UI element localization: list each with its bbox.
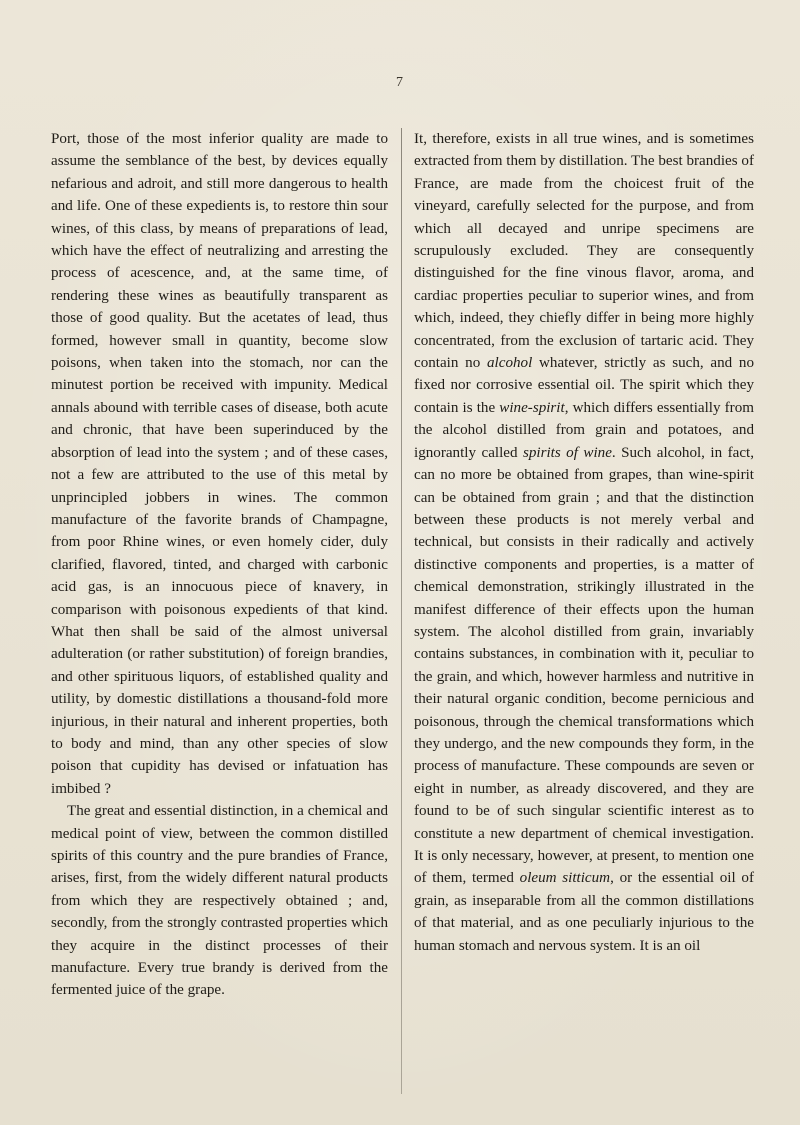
paragraph [51, 128, 388, 800]
text-segment: , or the essential oil of grain, as inseparable from all the common distillations of that material, and as one peculiarly injurious to the human stomach and nervous system. It is an oil [414, 870, 754, 954]
left-text-column [51, 128, 388, 1002]
text-segment: It, therefore, exists in all true wines, and is sometimes extracted from them by distillation. The best brandies of France, are made from the choicest fruit of the vineyard, carefully selected for the purpose, and from which all decayed and unripe specimens are scrupulously excluded. They are consequently distinguished for the fine vinous flavor, aroma, and cardiac properties peculiar to superior wines, and from which, indeed, they chiefly differ in being more highly concentrated, from the exclusion of tartaric acid. They contain no [414, 131, 754, 372]
paragraph [414, 128, 754, 957]
italic-term: oleum sitticum [519, 870, 611, 887]
column-divider [401, 128, 402, 1094]
text-segment: Port, those of the most inferior quality are made to assume the semblance of the best, by devices equally nefarious and adroit, and still more dangerous to health and life. One of these expedients is, to restore thin sour wines, of this class, by means of preparations of lead, which have the effect of neutralizing and arresting the process of acescence, and, at the same time, of rendering these wines as beautifully transparent as those of good quality. But the acetates of lead, thus formed, however small in quantity, become slow poisons, when taken into the stomach, nor can the minutest portion be received with impunity. Medical annals abound with terrible cases of disease, both acute and chronic, that have been superinduced by the absorption of lead into the system ; and of these cases, not a few are attributed to the use of this metal by unprincipled jobbers in wines. The common manufacture of the favorite brands of Champagne, from poor Rhine wines, or even homely cider, duly clarified, flavored, tinted, and charged with carbonic acid gas, is an innocuous piece of knavery, in comparison with poisonous expedients of that kind. What then shall be said of the almost universal adulteration (or rather substitution) of foreign brandies, and other spirituous liquors, of established quality and utility, by domestic distillations a thousand-fold more injurious, in their natural and inherent properties, both to body and mind, than any other species of slow poison that cupidity has devised or infatuation has imbibed ? [51, 131, 388, 797]
page-number: 7 [396, 75, 403, 90]
italic-term: alcohol [487, 355, 533, 372]
text-segment: , which differs essentially from the alcohol distilled from grain and potatoes, and ignorantly called [414, 399, 754, 461]
italic-term: spirits of wine [522, 444, 612, 461]
paragraph [51, 800, 388, 1002]
text-segment: The great and essential distinction, in a chemical and medical point of view, between the common distilled spirits of this country and the pure brandies of France, arises, first, from the widely different natural products from which they are respectively obtained ; and, secondly, from the strongly contrasted properties which they acquire in the distinct processes of their manufacture. Every true brandy is derived from the fermented juice of the grape. [51, 803, 388, 999]
text-segment: whatever, strictly as such, and no fixed nor corrosive essential oil. The spirit which they contain is the [414, 355, 754, 416]
text-segment: . Such alcohol, in fact, can no more be obtained from grapes, than wine-spirit can be obtained from grain ; and that the distinction between these products is not merely verbal and technical, but consists in their radically and actively distinctive components and properties, is a matter of chemical demonstration, strikingly illustrated in the manifest difference of their effects upon the human system. The alcohol distilled from grain, invariably contains substances, in combination with it, peculiar to the grain, and which, however harmless and nutritive in their natural organic condition, become pernicious and poisonous, through the chemical transformations which they undergo, and the new compounds they form, in the process of manufacture. These compounds are seven or eight in number, as already discovered, and they are found to be of such singular scientific interest as to constitute a new department of chemical investigation. It is only necessary, however, at present, to mention one of them, termed [414, 444, 754, 887]
right-text-column [414, 128, 754, 957]
italic-term: wine-spirit [499, 399, 565, 416]
